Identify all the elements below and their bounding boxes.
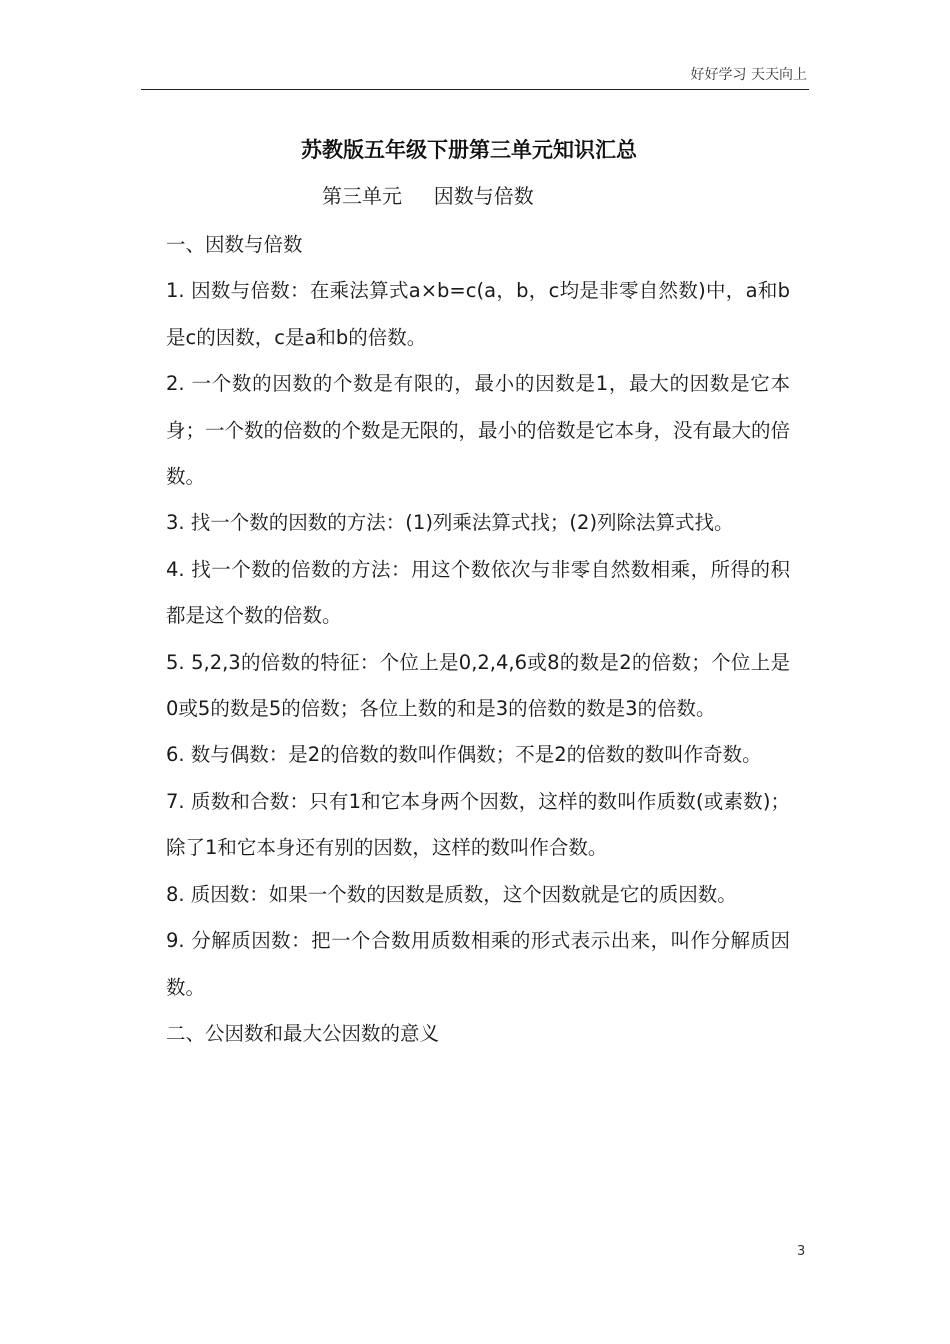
section-heading-2: 二、公因数和最大公因数的意义 <box>166 1021 440 1045</box>
header-motto: 好好学习 天天向上 <box>690 67 807 83</box>
paragraph-4: 4. 找一个数的倍数的方法：用这个数依次与非零自然数相乘，所得的积都是这个数的倍数。 <box>166 557 790 628</box>
paragraph-5: 5. 5,2,3的倍数的特征：个位上是0,2,4,6或8的数是2的倍数；个位上是0或5的数是5的倍数；各位上数的和是3的倍数的数是3的倍数。 <box>166 650 790 721</box>
paragraph-3: 3. 找一个数的因数的方法：(1)列乘法算式找；(2)列除法算式找。 <box>166 511 734 535</box>
unit-subtitle: 第三单元 因数与倍数 <box>322 184 534 208</box>
paragraph-2: 2. 一个数的因数的个数是有限的，最小的因数是1，最大的因数是它本身；一个数的倍数的个数是无限的，最小的倍数是它本身，没有最大的倍数。 <box>166 372 791 489</box>
paragraph-6: 6. 数与偶数：是2的倍数的数叫作偶数；不是2的倍数的数叫作奇数。 <box>166 743 762 767</box>
paragraph-7: 7. 质数和合数：只有1和它本身两个因数，这样的数叫作质数(或素数)；除了1和它本身还有别的因数，这样的数叫作合数。 <box>166 789 790 860</box>
paragraph-8: 8. 质因数：如果一个数的因数是质数，这个因数就是它的质因数。 <box>166 882 737 906</box>
header-divider <box>141 89 809 90</box>
page-number: 3 <box>797 1244 806 1259</box>
document-body <box>166 222 790 1057</box>
paragraph-9: 9. 分解质因数：把一个合数用质数相乘的形式表示出来，叫作分解质因数。 <box>166 929 790 999</box>
section-heading-1: 一、因数与倍数 <box>166 233 303 256</box>
paragraph-1: 1. 因数与倍数：在乘法算式a×b=c(a，b，c均是非零自然数)中，a和b是c的因数，c是a和b的倍数。 <box>166 279 790 349</box>
document-title: 苏教版五年级下册第三单元知识汇总 <box>301 138 637 162</box>
